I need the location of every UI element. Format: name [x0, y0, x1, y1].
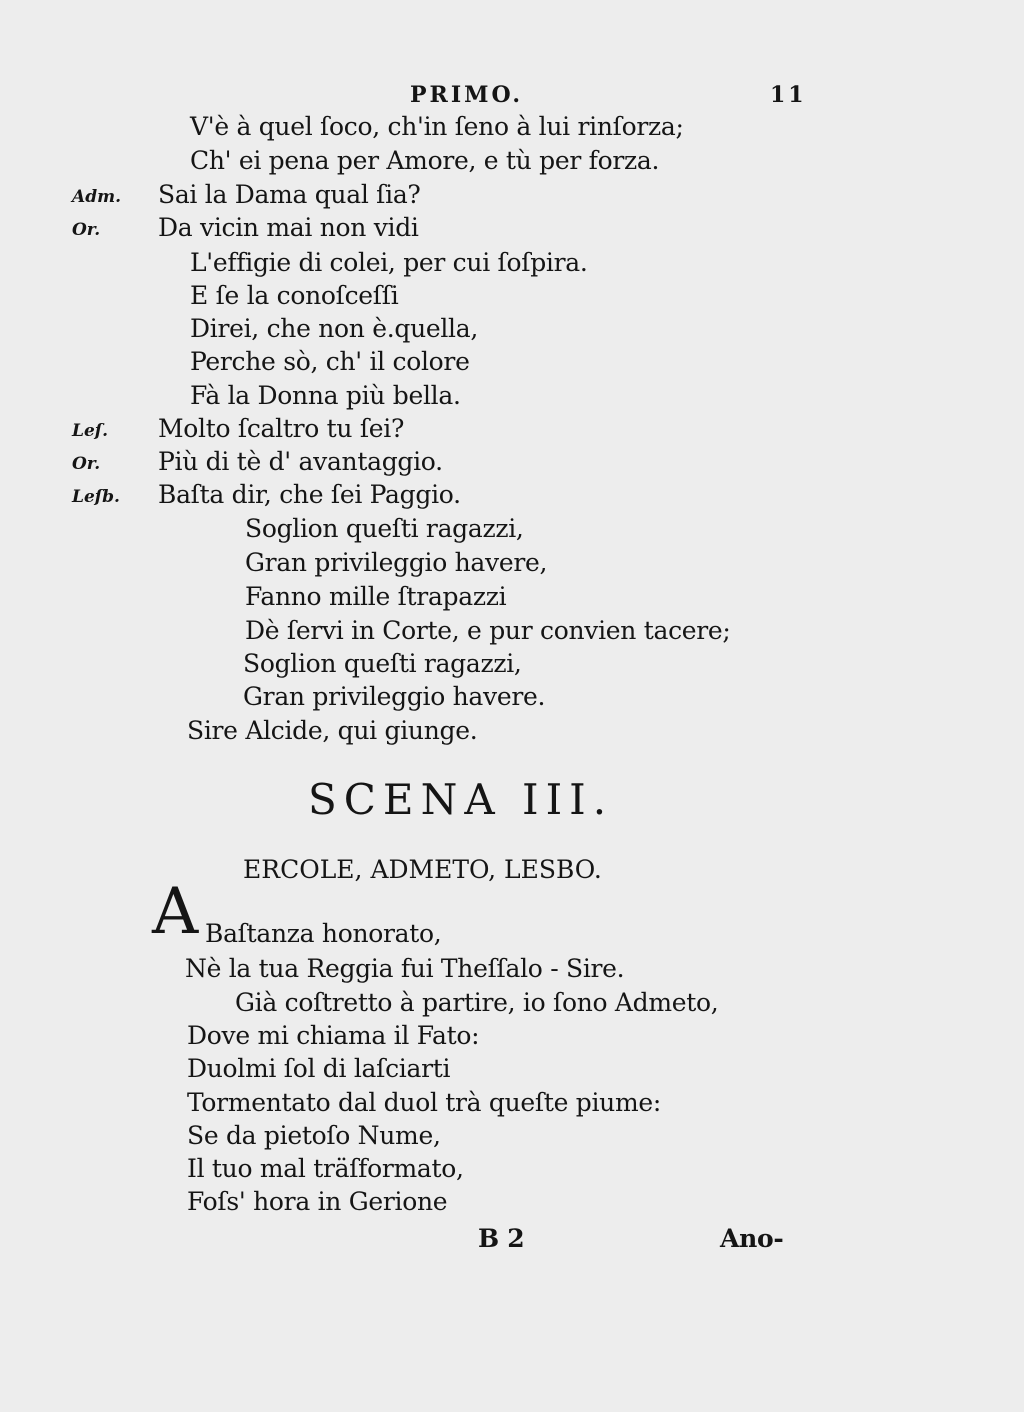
verse-line: Dove mi chiama il Fato: — [187, 1021, 480, 1050]
verse-line: Ch' ei pena per Amore, e tù per forza. — [190, 146, 660, 175]
verse-line: Già coſtretto à partire, io ſono Admeto, — [235, 988, 719, 1017]
verse-line: Più di tè d' avantaggio. — [158, 447, 443, 476]
verse-line: Baſtanza honorato, — [205, 919, 442, 948]
speaker-label: Or. — [72, 454, 101, 474]
verse-line: Direi, che non è.quella, — [190, 314, 479, 343]
verse-line: Dè ſervi in Corte, e pur convien tacere; — [245, 616, 731, 645]
drop-cap: A — [152, 875, 199, 949]
verse-line: Se da pietoſo Nume, — [187, 1121, 441, 1150]
speaker-label: Leſ. — [72, 421, 109, 441]
running-title: PRIMO. — [410, 82, 524, 108]
verse-line: Molto ſcaltro tu ſei? — [158, 414, 405, 443]
verse-line: Sai la Dama qual ſia? — [158, 180, 421, 209]
speaker-label: Adm. — [72, 187, 121, 207]
catchword: Ano- — [720, 1224, 784, 1253]
verse-line: Gran privileggio havere, — [245, 548, 548, 577]
speaker-label: Or. — [72, 220, 101, 240]
verse-line: Soglion queſti ragazzi, — [245, 514, 524, 543]
verse-line: Perche sò, ch' il colore — [190, 347, 470, 376]
verse-line: Sire Alcide, qui giunge. — [187, 716, 478, 745]
verse-line: Soglion queſti ragazzi, — [243, 649, 522, 678]
verse-line: Gran privileggio havere. — [243, 682, 546, 711]
verse-line: Il tuo mal träſformato, — [187, 1154, 464, 1183]
verse-line: E ſe la conoſceſſi — [190, 281, 399, 310]
verse-line: V'è à quel ſoco, ch'in ſeno à lui rinſorza; — [190, 112, 684, 141]
speaker-label: Leſb. — [72, 487, 120, 507]
verse-line: Duolmi ſol di laſciarti — [187, 1054, 451, 1083]
verse-line: Baſta dir, che ſei Paggio. — [158, 480, 461, 509]
verse-line: L'effigie di colei, per cui ſoſpira. — [190, 248, 588, 277]
scene-characters: ERCOLE, ADMETO, LESBO. — [243, 855, 602, 884]
verse-line: Da vicin mai non vidi — [158, 213, 419, 242]
verse-line: Fà la Donna più bella. — [190, 381, 461, 410]
page-number: 11 — [770, 82, 807, 108]
signature-mark: B 2 — [478, 1224, 525, 1253]
scene-title: SCENA III. — [308, 775, 614, 824]
verse-line: Nè la tua Reggia fui Theſſalo - Sire. — [185, 954, 625, 983]
verse-line: Tormentato dal duol trà queſte piume: — [187, 1088, 661, 1117]
verse-line: Foſs' hora in Gerione — [187, 1187, 448, 1216]
verse-line: Fanno mille ſtrapazzi — [245, 582, 507, 611]
